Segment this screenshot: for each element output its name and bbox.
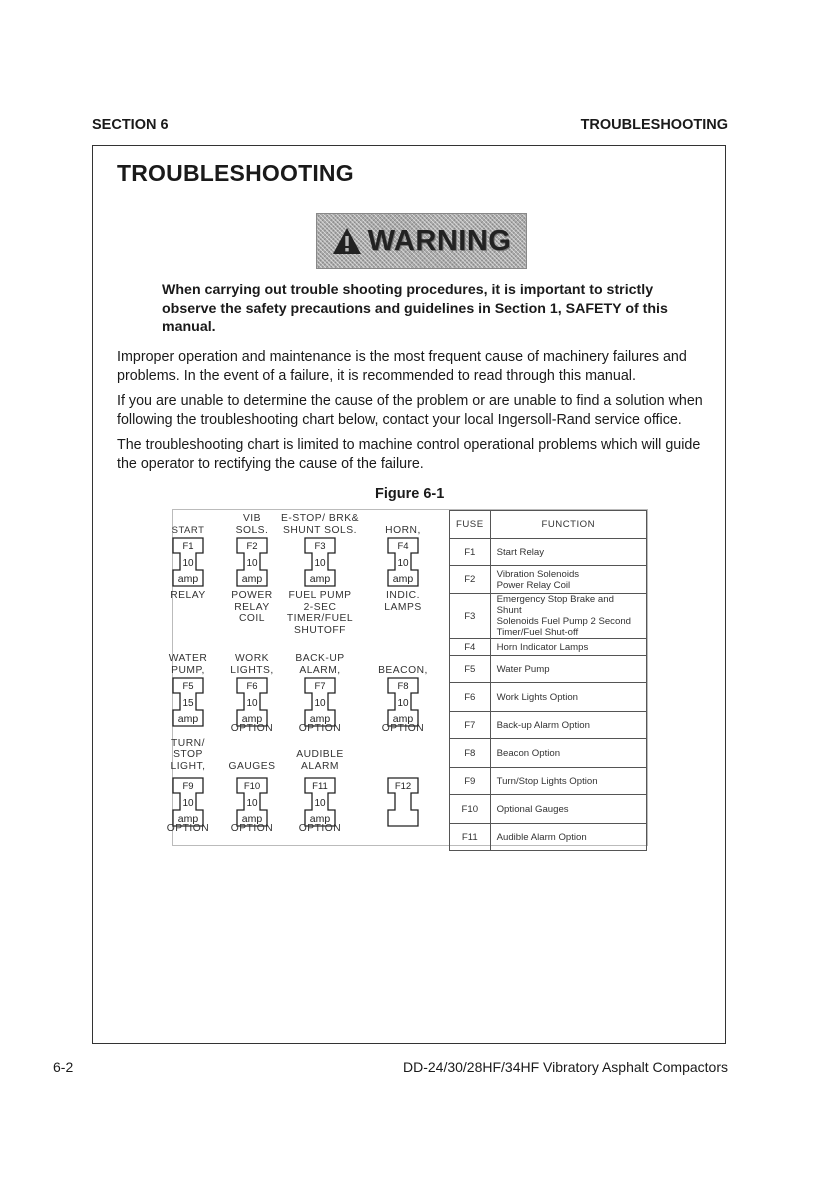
table-row [450, 594, 647, 639]
table-cell-fuse: F4 [450, 639, 491, 656]
fuse-id-label: F8 [397, 681, 409, 692]
fuse-f9-circuit-label: TURN/ STOP LIGHT, [170, 737, 206, 772]
figure-title: Figure 6-1 [375, 486, 445, 502]
fuse-amp-label: amp [241, 573, 263, 585]
table-cell-function: Back-up Alarm Option [490, 712, 646, 739]
fuse-f5-circuit-label: WATER PUMP, [168, 653, 208, 676]
section-label: SECTION 6 [92, 117, 169, 133]
fuse-id-label: F7 [314, 681, 326, 692]
table-cell-fuse: F1 [450, 539, 491, 566]
fuse-id-label: F10 [243, 781, 261, 792]
fuse-f9-sub-label: OPTION [166, 823, 210, 834]
paragraph-2: If you are unable to determine the cause of the problem or are unable to find a solution when following the troubleshooting chart below, contact your local Ingersoll-Rand service office. [117, 393, 703, 428]
warning-message: When carrying out trouble shooting procedures, it is important to strictly observe the safety precautions and guidelines in Section 1, SAFETY of this manual. [162, 282, 668, 335]
fuse-f11-circuit-label: AUDIBLE ALARM [296, 749, 344, 772]
fuse-amp-label: amp [241, 813, 263, 825]
fuse-f10-sub-label: OPTION [230, 823, 274, 834]
fuse-id-label: F12 [394, 781, 412, 792]
fuse-amp-label: amp [392, 573, 414, 585]
fuse-amp-label: amp [177, 573, 199, 585]
fuse-f1-icon [172, 537, 204, 587]
fuse-f8-sub-label: OPTION [381, 723, 425, 734]
fuse-f1-sub-label: RELAY [170, 590, 206, 601]
table-cell-function: Emergency Stop Brake and Shunt Solenoids Fuel Pump 2 Second Timer/Fuel Shut-off [490, 594, 646, 639]
fuse-f2-sub-label: POWER RELAY COIL [231, 590, 273, 624]
table-row [450, 566, 647, 594]
fuse-f2-icon [236, 537, 268, 587]
table-row [450, 739, 647, 768]
fuse-f8-circuit-label: BEACON, [378, 664, 428, 676]
table-cell-fuse: F2 [450, 566, 491, 594]
fuse-f1-circuit-label: START [171, 524, 205, 536]
fuse-amp-label: amp [392, 713, 414, 725]
table-cell-fuse: F11 [450, 824, 491, 851]
fuse-rating-label: 10 [182, 558, 194, 569]
table-row [450, 795, 647, 824]
table-row [450, 712, 647, 739]
fuse-f12-icon [387, 777, 419, 827]
fuse-amp-label: amp [309, 713, 331, 725]
fuse-f7-icon [304, 677, 336, 727]
fuse-f5-icon [172, 677, 204, 727]
table-cell-function: Optional Gauges [490, 795, 646, 824]
table-cell-function: Beacon Option [490, 739, 646, 768]
fuse-amp-label: amp [309, 573, 331, 585]
fuse-id-label: F6 [246, 681, 258, 692]
table-cell-fuse: F9 [450, 768, 491, 795]
paragraph-3: The troubleshooting chart is limited to machine control operational problems which will guide the operator to rectifying the cause of the failure. [117, 437, 701, 472]
fuse-rating-label: 10 [246, 698, 258, 709]
fuse-f11-icon [304, 777, 336, 827]
fuse-rating-label: 10 [246, 558, 258, 569]
table-cell-function: Vibration Solenoids Power Relay Coil [490, 566, 646, 594]
fuse-f8-icon [387, 677, 419, 727]
table-cell-fuse: F8 [450, 739, 491, 768]
fuse-rating-label: 10 [182, 798, 194, 809]
fuse-f2-circuit-label: VIB SOLS. [235, 513, 269, 536]
fuse-rating-label: 10 [397, 698, 409, 709]
table-row [450, 683, 647, 712]
page-number: 6-2 [53, 1059, 74, 1075]
fuse-id-label: F5 [182, 681, 194, 692]
table-row [450, 539, 647, 566]
fuse-f6-sub-label: OPTION [230, 723, 274, 734]
table-row [450, 824, 647, 851]
fuse-f3-sub-label: FUEL PUMP 2-SEC TIMER/FUEL SHUTOFF [286, 590, 354, 636]
fuse-f7-circuit-label: BACK-UP ALARM, [295, 653, 345, 676]
fuse-f7-sub-label: OPTION [298, 723, 342, 734]
fuse-id-label: F3 [314, 541, 326, 552]
fuse-amp-label: amp [177, 813, 199, 825]
table-cell-fuse: F3 [450, 594, 491, 639]
fuse-amp-label: amp [309, 813, 331, 825]
document-title: DD-24/30/28HF/34HF Vibratory Asphalt Compactors [403, 1059, 728, 1075]
fuse-f3-circuit-label: E-STOP/ BRK& SHUNT SOLS. [281, 513, 359, 536]
page-title: TROUBLESHOOTING [117, 160, 354, 186]
fuse-rating-label: 10 [397, 558, 409, 569]
table-cell-fuse: F7 [450, 712, 491, 739]
fuse-rating-label: 10 [314, 698, 326, 709]
fuse-f11-sub-label: OPTION [298, 823, 342, 834]
fuse-f4-sub-label: INDIC. LAMPS [384, 590, 422, 613]
fuse-f9-icon [172, 777, 204, 827]
warning-label: WARNING [367, 224, 512, 257]
warning-banner [316, 213, 527, 269]
table-cell-function: Audible Alarm Option [490, 824, 646, 851]
fuse-id-label: F9 [182, 781, 194, 792]
table-row [450, 656, 647, 683]
fuse-amp-label: amp [241, 713, 263, 725]
table-cell-function: Water Pump [490, 656, 646, 683]
table-cell-function: Work Lights Option [490, 683, 646, 712]
fuse-id-label: F11 [312, 781, 328, 792]
fuse-rating-label: 10 [314, 798, 326, 809]
fuse-id-label: F2 [246, 541, 258, 552]
fuse-id-label: F4 [397, 541, 409, 552]
chapter-label: TROUBLESHOOTING [580, 117, 728, 133]
fuse-rating-label: 15 [182, 698, 194, 709]
table-cell-function: Turn/Stop Lights Option [490, 768, 646, 795]
table-cell-function: Horn Indicator Lamps [490, 639, 646, 656]
table-header-function: FUNCTION [490, 511, 646, 539]
table-row [450, 639, 647, 656]
fuse-amp-label: amp [177, 713, 199, 725]
fuse-f10-circuit-label: GAUGES [228, 760, 276, 772]
table-cell-fuse: F10 [450, 795, 491, 824]
fuse-rating-label: 10 [314, 558, 326, 569]
paragraph-1: Improper operation and maintenance is the most frequent cause of machinery failures and problems. In the event of a failure, it is recommended to read through this manual. [117, 349, 687, 384]
fuse-f10-icon [236, 777, 268, 827]
fuse-f4-circuit-label: HORN, [385, 524, 421, 536]
warning-triangle-icon [332, 227, 362, 255]
fuse-rating-label: 10 [246, 798, 258, 809]
table-cell-fuse: F6 [450, 683, 491, 712]
table-header-fuse: FUSE [450, 511, 491, 539]
fuse-f3-icon [304, 537, 336, 587]
fuse-f6-circuit-label: WORK LIGHTS, [230, 653, 274, 676]
fuse-f6-icon [236, 677, 268, 727]
fuse-id-label: F1 [182, 541, 194, 552]
fuse-f4-icon [387, 537, 419, 587]
fuse-function-table [449, 510, 647, 851]
table-row [450, 768, 647, 795]
table-cell-fuse: F5 [450, 656, 491, 683]
table-cell-function: Start Relay [490, 539, 646, 566]
